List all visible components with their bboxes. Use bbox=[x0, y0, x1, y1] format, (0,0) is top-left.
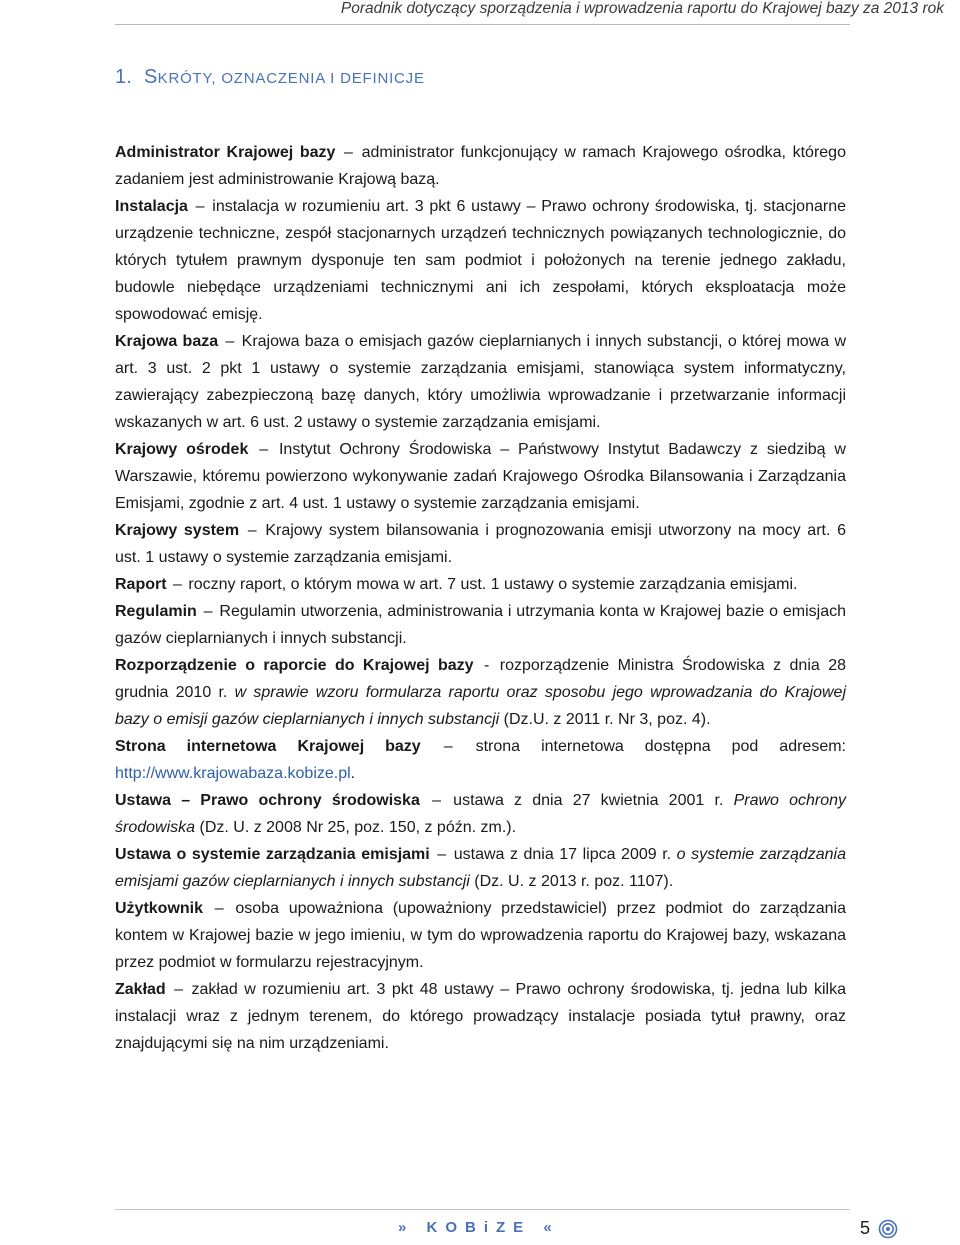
definition-text: strona internetowa dostępna pod adresem: bbox=[475, 738, 846, 755]
definition-citation: w sprawie wzoru formularza raportu oraz sposobu jego wprowadzania do Krajowej bazy o emisji gazów cieplarnianych i innych substancji bbox=[115, 684, 847, 728]
definition-dash: – bbox=[173, 576, 182, 593]
definition-dash: – bbox=[432, 792, 441, 809]
definition-strona-internetowa bbox=[115, 733, 846, 787]
definition-reference: (Dz.U. z 2011 r. Nr 3, poz. 4). bbox=[503, 711, 711, 728]
section-heading bbox=[115, 66, 425, 89]
definition-raport bbox=[115, 571, 846, 598]
header-title: Poradnik dotyczący sporządzenia i wprowadzenia raportu do Krajowej bazy za 2013 rok bbox=[340, 0, 944, 17]
definition-dash: – bbox=[174, 981, 184, 998]
page-number: 5 bbox=[860, 1218, 871, 1238]
definition-reference: (Dz. U. z 2013 r. poz. 1107). bbox=[474, 873, 674, 890]
definition-term: Instalacja bbox=[115, 198, 188, 215]
section-title-first-letter: S bbox=[144, 66, 158, 88]
definition-dash: – bbox=[437, 846, 447, 863]
definition-citation: o systemie zarządzania emisjami gazów cieplarnianych i innych substancji bbox=[115, 846, 847, 890]
definition-dash: – bbox=[195, 198, 205, 215]
definition-text: roczny raport, o którym mowa w art. 7 ust. 1 ustawy o systemie zarządzania emisjami. bbox=[188, 576, 798, 593]
definition-instalacja bbox=[115, 193, 846, 328]
definition-dash: – bbox=[344, 144, 353, 161]
definition-term: Zakład bbox=[115, 981, 166, 998]
definition-dash: – bbox=[247, 522, 257, 539]
definition-text: Krajowy system bilansowania i prognozowania emisji utworzony na mocy art. 6 ust. 1 ustawy o systemie zarządzania emisjami. bbox=[115, 522, 846, 566]
definition-uzytkownik bbox=[115, 895, 846, 976]
definition-citation: Prawo ochrony środowiska bbox=[115, 792, 847, 836]
section-number: 1. bbox=[115, 66, 133, 88]
definition-ustawa-poś bbox=[115, 787, 846, 841]
definition-regulamin bbox=[115, 598, 846, 652]
website-link[interactable]: http://www.krajowabaza.kobize.pl bbox=[115, 765, 351, 782]
definition-term: Ustawa o systemie zarządzania emisjami bbox=[115, 846, 430, 863]
definition-trailing-period: . bbox=[350, 765, 356, 782]
definition-text: Krajowa baza o emisjach gazów cieplarnianych i innych substancji, o której mowa w art. 3 ust. 2 pkt 1 ustawy o systemie zarządzania emisjami, stanowiąca system informatyczny, zawierający zabezpieczoną bazę danych, który umożliwia wprowadzanie i przetwarzanie informacji wskazanych w art. 6 ust. 2 ustawy o systemie zarządzania emisjami. bbox=[115, 333, 847, 431]
definition-dash: – bbox=[225, 333, 235, 350]
definition-term: Krajowa baza bbox=[115, 333, 219, 350]
definition-text: zakład w rozumieniu art. 3 pkt 48 ustawy – Prawo ochrony środowiska, tj. jedna lub kilka instalacji wraz z jednym terenem, do którego prowadzący instalacje posiada tytuł prawny, oraz znajdującymi się na nim urządzeniami. bbox=[115, 981, 847, 1052]
footer-brand: » KOBiZE « bbox=[398, 1219, 560, 1236]
definition-text: ustawa z dnia 17 lipca 2009 r. bbox=[453, 846, 672, 863]
definition-krajowy-system bbox=[115, 517, 846, 571]
footer-divider bbox=[115, 1209, 850, 1210]
section-title-rest: , OZNACZENIA I DEFINICJE bbox=[211, 70, 425, 87]
definition-dash: – bbox=[214, 900, 224, 917]
definition-dash: – bbox=[259, 441, 269, 458]
definition-zaklad bbox=[115, 976, 846, 1057]
definition-text: rozporządzenie Ministra Środowiska z dnia 28 grudnia 2010 r. bbox=[115, 657, 846, 701]
target-icon bbox=[878, 1219, 898, 1239]
header-divider bbox=[115, 24, 850, 25]
definition-ustawa-emisje bbox=[115, 841, 846, 895]
definition-text: osoba upoważniona (upoważniony przedstawiciel) przez podmiot do zarządzania kontem w Krajowej bazie w jego imieniu, w tym do wprowadzenia raportu do Krajowej bazy, wskazana przez podmiot w formularzu rejestracyjnym. bbox=[115, 900, 846, 971]
page-header bbox=[0, 0, 960, 24]
definition-text: instalacja w rozumieniu art. 3 pkt 6 ustawy – Prawo ochrony środowiska, tj. stacjonarne urządzenie techniczne, zespół stacjonarnych urządzeń technicznych powiązanych technologicznie, do których tytułem prawnym dysponuje ten sam podmiot i położonych na terenie jednego zakładu, budowle niebędące urządzeniami technicznymi ani ich zespołami, których eksploatacja może spowodować emisję. bbox=[115, 198, 846, 323]
definition-reference: (Dz. U. z 2008 Nr 25, poz. 150, z późn. zm.). bbox=[199, 819, 517, 836]
definition-term: Krajowy system bbox=[115, 522, 240, 539]
definition-term: Administrator Krajowej bazy bbox=[115, 144, 336, 161]
definition-rozporzadzenie bbox=[115, 652, 846, 733]
definition-term: Strona internetowa Krajowej bazy bbox=[115, 738, 421, 755]
definition-text: Instytut Ochrony Środowiska – Państwowy Instytut Badawczy z siedzibą w Warszawie, któremu powierzono wykonywanie zadań Krajowego Ośrodka Bilansowania i Zarządzania Emisjami, zgodnie z art. 4 ust. 1 ustawy o systemie zarządzania emisjami. bbox=[115, 441, 846, 512]
definition-dash: - bbox=[484, 657, 490, 674]
definition-krajowa-baza bbox=[115, 328, 846, 436]
definition-dash: – bbox=[443, 738, 453, 755]
definition-term: Użytkownik bbox=[115, 900, 204, 917]
section-title-first-word: KRÓTY bbox=[157, 70, 212, 87]
definition-text: Regulamin utworzenia, administrowania i utrzymania konta w Krajowej bazie o emisjach gazów cieplarnianych i innych substancji. bbox=[115, 603, 846, 647]
definition-term: Raport bbox=[115, 576, 167, 593]
definition-krajowy-osrodek bbox=[115, 436, 846, 517]
definition-text: ustawa z dnia 27 kwietnia 2001 r. bbox=[453, 792, 724, 809]
definition-term: Regulamin bbox=[115, 603, 197, 620]
definition-term: Rozporządzenie o raporcie do Krajowej bazy bbox=[115, 657, 474, 674]
definition-administrator bbox=[115, 139, 846, 193]
definitions-list bbox=[115, 139, 846, 1057]
definition-term: Ustawa – Prawo ochrony środowiska bbox=[115, 792, 420, 809]
definition-term: Krajowy ośrodek bbox=[115, 441, 249, 458]
definition-text: administrator funkcjonujący w ramach Krajowego ośrodka, którego zadaniem jest administrowanie Krajową bazą. bbox=[115, 144, 846, 188]
definition-dash: – bbox=[203, 603, 213, 620]
